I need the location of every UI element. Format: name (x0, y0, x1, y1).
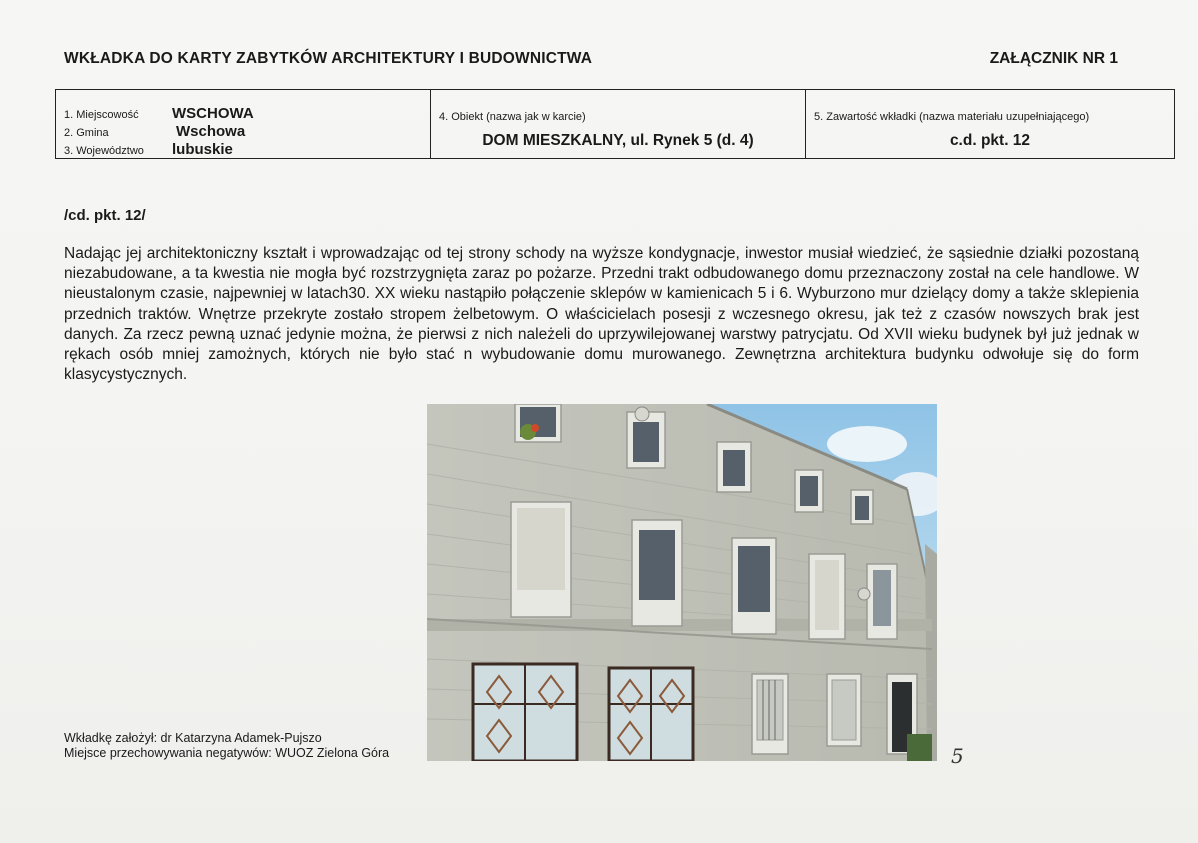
info-table (55, 89, 1175, 159)
attachment-number: ZAŁĄCZNIK NR 1 (989, 50, 1118, 67)
object-cell (431, 90, 806, 158)
contents-cell (806, 90, 1174, 158)
voivodeship-row (64, 141, 233, 158)
credits (64, 731, 389, 761)
section-heading: /cd. pkt. 12/ (64, 207, 146, 224)
body-paragraph: Nadając jej architektoniczny kształt i wprowadzając od tej strony schody na wyższe kondygnacje, inwestor musiał wiedzieć, że sąsiednie działki pozostaną niezabudowane, a ta kwestia nie mogła być rozstrzygnięta zaraz po pożarze. Przedni trakt odbudowanego domu przeznaczony został na cele handlowe. W nieustalonym czasie, najpewniej w latach30. XX wieku nastąpiło połączenie sklepów w kamienicach 5 i 6. Wyburzono mur dzielący domy a także sklepienia przednich traktów. Wnętrze przekryte zostało stropem żelbetowym. O właścicielach posesji z wczesnego okresu, jak też z czasów nowszych brak jest danych. Za rzecz pewną uznać jedynie można, że pierwsi z nich należeli do uprzywilejowanej warstwy patrycjatu. Od XVII wieku budynek był już jednak w rękach osób mniej zamożnych, których nie było stać n wybudowanie domu murowanego. Zewnętrzna architektura budynku odwołuje się do form klasycystycznych. (64, 245, 1139, 384)
object-value: DOM MIESZKALNY, ul. Rynek 5 (d. 4) (482, 132, 754, 149)
author-credit: Wkładkę założył: dr Katarzyna Adamek-Pujszo (64, 731, 322, 745)
location-cell (56, 90, 431, 158)
locality-label: 1. Miejscowość (64, 109, 139, 121)
commune-row (64, 123, 245, 140)
contents-label: 5. Zawartość wkładki (nazwa materiału uzupełniającego) (814, 111, 1090, 123)
contents-value: c.d. pkt. 12 (949, 132, 1031, 149)
voivodeship-label: 3. Województwo (64, 145, 144, 157)
negatives-location: Miejsce przechowywania negatywów: WUOZ Zielona Góra (64, 746, 390, 760)
building-photo (427, 404, 937, 761)
page-number: 5 (951, 744, 964, 768)
document-title: WKŁADKA DO KARTY ZABYTKÓW ARCHITEKTURY I BUDOWNICTWA (64, 50, 593, 67)
object-label: 4. Obiekt (nazwa jak w karcie) (439, 111, 586, 123)
commune-value: Wschowa (176, 123, 246, 140)
locality-row (64, 105, 254, 122)
commune-label: 2. Gmina (64, 127, 109, 139)
locality-value: WSCHOWA (172, 105, 254, 122)
building-facade-illustration (427, 404, 937, 761)
voivodeship-value: lubuskie (172, 141, 233, 158)
